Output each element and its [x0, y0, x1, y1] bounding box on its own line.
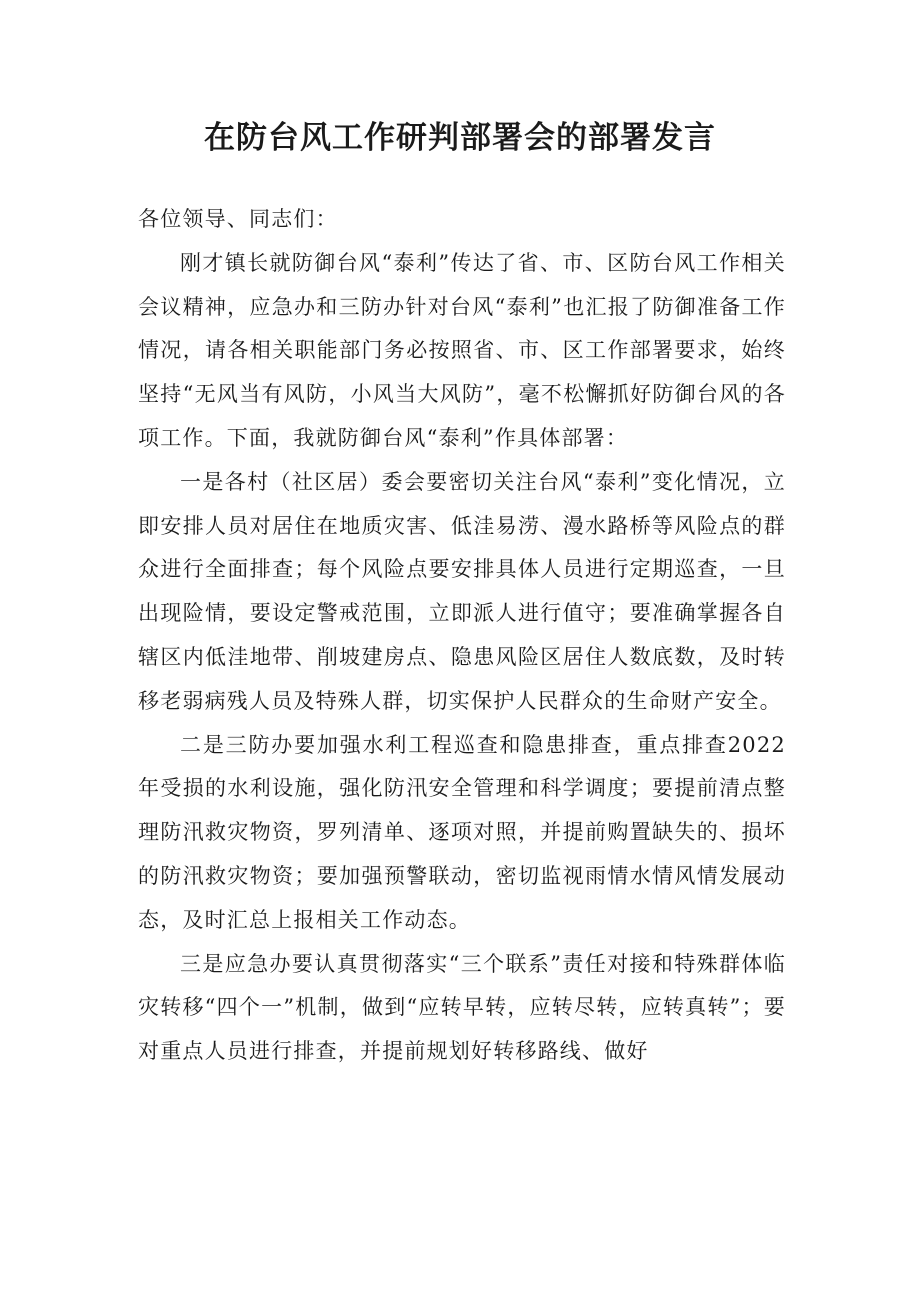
paragraph-item-three: 三是应急办要认真贯彻落实“三个联系”责任对接和特殊群体临灾转移“四个一”机制，做到“应转早转，应转尽转，应转真转”；要对重点人员进行排查，并提前规划好转移路线、做好: [138, 951, 786, 1064]
salutation: 各位领导、同志们：: [138, 207, 338, 231]
paragraph-item-one: 一是各村（社区居）委会要密切关注台风“泰利”变化情况，立即安排人员对居住在地质灾害、低洼易涝、漫水路桥等风险点的群众进行全面排查；每个风险点要安排具体人员进行定期巡查，一旦出现险情，要设定警戒范围，立即派人进行值守；要准确掌握各自辖区内低洼地带、削坡建房点、隐患风险区居住人数底数，及时转移老弱病残人员及特殊人群，切实保护人民群众的生命财产安全。: [138, 469, 786, 713]
document-title: 在防台风工作研判部署会的部署发言: [204, 120, 716, 156]
paragraph-item-two: 二是三防办要加强水利工程巡查和隐患排查，重点排查2022年受损的水利设施，强化防汛安全管理和科学调度；要提前清点整理防汛救灾物资，罗列清单、逐项对照，并提前购置缺失的、损坏的防汛救灾物资；要加强预警联动，密切监视雨情水情风情发展动态，及时汇总上报相关工作动态。: [138, 732, 786, 932]
document-body: [138, 198, 786, 1074]
paragraph-intro: 刚才镇长就防御台风“泰利”传达了省、市、区防台风工作相关会议精神，应急办和三防办针对台风“泰利”也汇报了防御准备工作情况，请各相关职能部门务必按照省、市、区工作部署要求，始终坚持“无风当有风防，小风当大风防”，毫不松懈抓好防御台风的各项工作。下面，我就防御台风“泰利”作具体部署：: [138, 250, 786, 450]
